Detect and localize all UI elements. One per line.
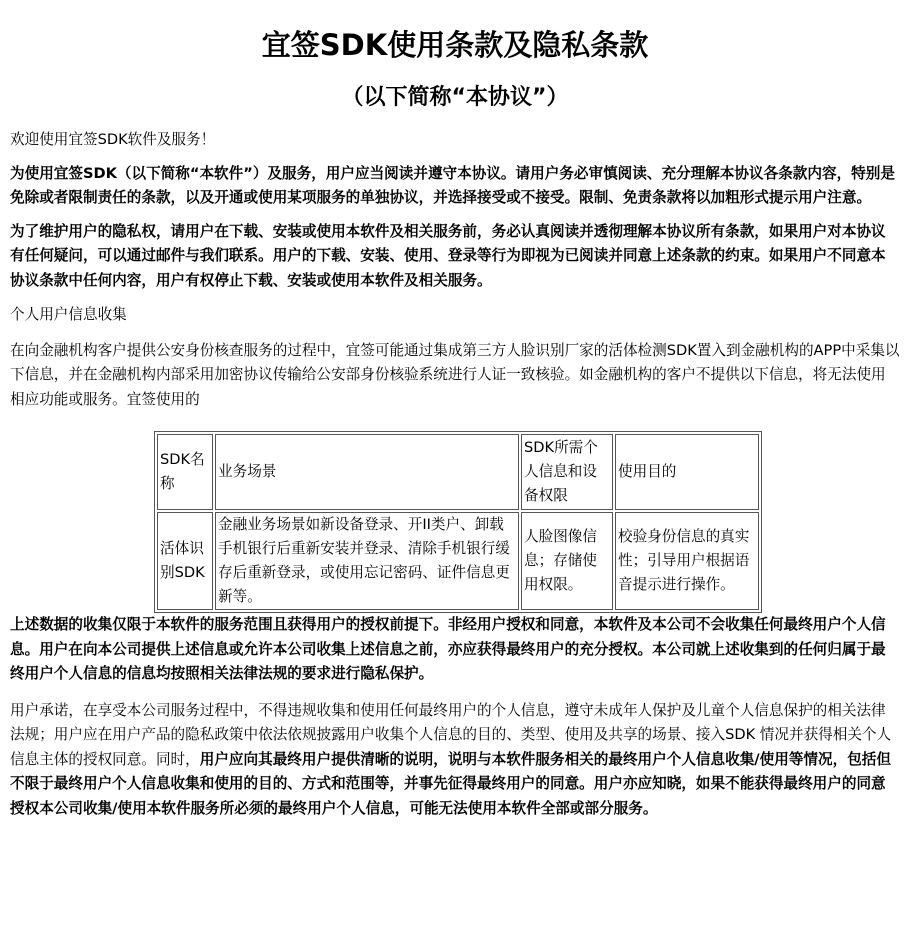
sdk-info-table bbox=[154, 431, 762, 613]
promise-paragraph bbox=[10, 699, 900, 822]
table-header-row bbox=[157, 434, 759, 510]
table-header-cell: SDK名称 bbox=[157, 434, 213, 510]
table-cell: 校验身份信息的真实性；引导用户根据语音提示进行操作。 bbox=[615, 512, 759, 610]
document-subtitle: （以下简称“本协议”） bbox=[341, 85, 569, 110]
intro-paragraph-1: 为使用宜签SDK（以下简称“本软件”）及服务，用户应当阅读并遵守本协议。请用户务必审慎阅读、充分理解本协议各条款内容，特别是免除或者限制责任的条款，以及开通或使用某项服务的单独协议，并选择接受或不接受。限制、免责条款将以加粗形式提示用户注意。 bbox=[10, 164, 895, 206]
section-heading: 个人用户信息收集 bbox=[10, 306, 127, 323]
document-title: 宜签SDK使用条款及隐私条款 bbox=[261, 28, 649, 62]
table-header-cell: 业务场景 bbox=[215, 434, 519, 510]
table-header-cell: SDK所需个人信息和设备权限 bbox=[521, 434, 613, 510]
promise-text: 用户承诺，在享受本公司服务过程中，不得违规收集和使用任何最终用户的个人信息，遵守未成年人保护及儿童个人信息保护的相关法律法规；用户应在用户产品的隐私政策中依法依规披露用户收集个人信息的目的、类型、使用及共享的场景、接入SDK 情况并获得相关个人信息主体的授权同意。同时， bbox=[10, 701, 892, 768]
collection-paragraph: 在向金融机构客户提供公安身份核查服务的过程中，宜签可能通过集成第三方人脸识别厂家的活体检测SDK置入到金融机构的APP中采集以下信息，并在金融机构内部采用加密协议传输给公安部身份核验系统进行人证一致核验。如金融机构的客户不提供以下信息，将无法使用相应功能或服务。宜签使用的 bbox=[10, 341, 900, 408]
welcome-paragraph: 欢迎使用宜签SDK软件及服务！ bbox=[10, 131, 216, 148]
table-row bbox=[157, 512, 759, 610]
intro-paragraph-2: 为了维护用户的隐私权，请用户在下载、安装或使用本软件及相关服务前，务必认真阅读并透彻理解本协议所有条款，如果用户对本协议有任何疑问，可以通过邮件与我们联系。用户的下载、安装、使用、登录等行为即视为已阅读并同意上述条款的约束。如果用户不同意本协议条款中任何内容，用户有权停止下载、安装或使用本软件及相关服务。 bbox=[10, 222, 886, 289]
table-cell: 人脸图像信息；存储使用权限。 bbox=[521, 512, 613, 610]
sdk-table-container bbox=[10, 431, 900, 613]
promise-bold-text: 用户应向其最终用户提供清晰的说明，说明与本软件服务相关的最终用户个人信息收集/使用等情况，包括但不限于最终用户个人信息收集和使用的目的、方式和范围等，并事先征得最终用户的同意。用户亦应知晓，如果不能获得最终用户的同意授权本公司收集/使用本软件服务所必须的最终用户个人信息，可能无法使用本软件全部或部分服务。 bbox=[10, 750, 891, 817]
table-cell: 活体识别SDK bbox=[157, 512, 213, 610]
limitation-paragraph: 上述数据的收集仅限于本软件的服务范围且获得用户的授权前提下。非经用户授权和同意，本软件及本公司不会收集任何最终用户个人信息。用户在向本公司提供上述信息或允许本公司收集上述信息之前，亦应获得最终用户的充分授权。本公司就上述收集到的任何归属于最终用户个人信息的信息均按照相关法律法规的要求进行隐私保护。 bbox=[10, 616, 886, 682]
table-header-cell: 使用目的 bbox=[615, 434, 759, 510]
table-cell: 金融业务场景如新设备登录、开II类户、卸载手机银行后重新安装并登录、清除手机银行缓存后重新登录，或使用忘记密码、证件信息更新等。 bbox=[215, 512, 519, 610]
